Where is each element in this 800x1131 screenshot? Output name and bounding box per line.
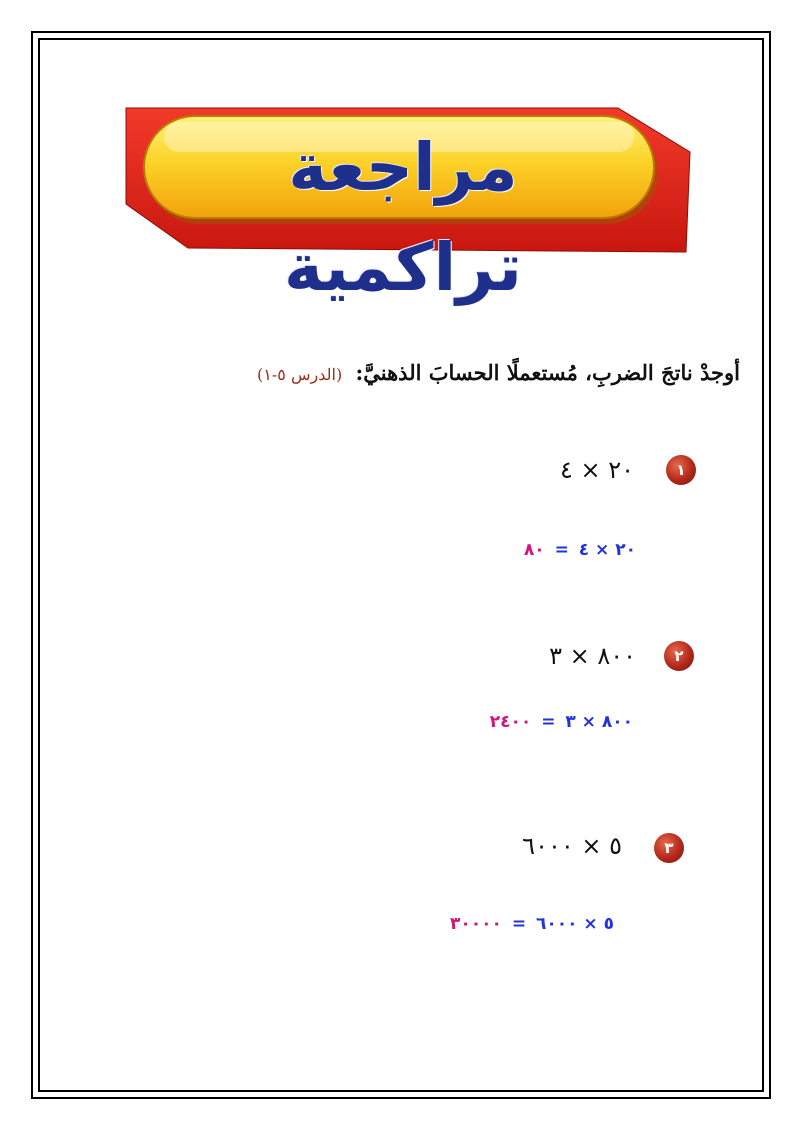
page-title: مراجعة تراكمية [283,129,523,306]
lesson-reference: (الدرس ٥-١) [257,365,343,384]
exercise-answer [450,914,614,934]
exercise-answer [490,712,633,732]
exercise-answer [524,540,636,560]
exercise-problem: ٢٠ × ٤ [559,456,634,484]
exercise-number-badge: ٣ [654,833,684,863]
exercise-number-badge: ١ [666,455,696,485]
answer-result: ٨٠ [523,540,545,560]
exercise-problem: ٥ × ٦٠٠٠ [522,832,622,860]
answer-equals: = [541,712,556,732]
answer-result: ٣٠٠٠٠ [450,914,502,934]
title-banner [118,96,698,306]
answer-expression: ٥ × ٦٠٠٠ [536,914,614,934]
answer-expression: ٢٠ × ٤ [578,540,636,560]
exercise-number-badge: ٢ [664,641,694,671]
exercise-problem: ٨٠٠ × ٣ [549,642,636,670]
answer-equals: = [554,540,569,560]
answer-expression: ٨٠٠ × ٣ [565,712,633,732]
instruction-line [257,360,740,385]
instruction-text: أوجدْ ناتجَ الضربِ، مُستعملًا الحسابَ الذهنيَّ: [355,360,740,385]
answer-equals: = [511,914,527,934]
answer-result: ٢٤٠٠ [489,712,532,732]
